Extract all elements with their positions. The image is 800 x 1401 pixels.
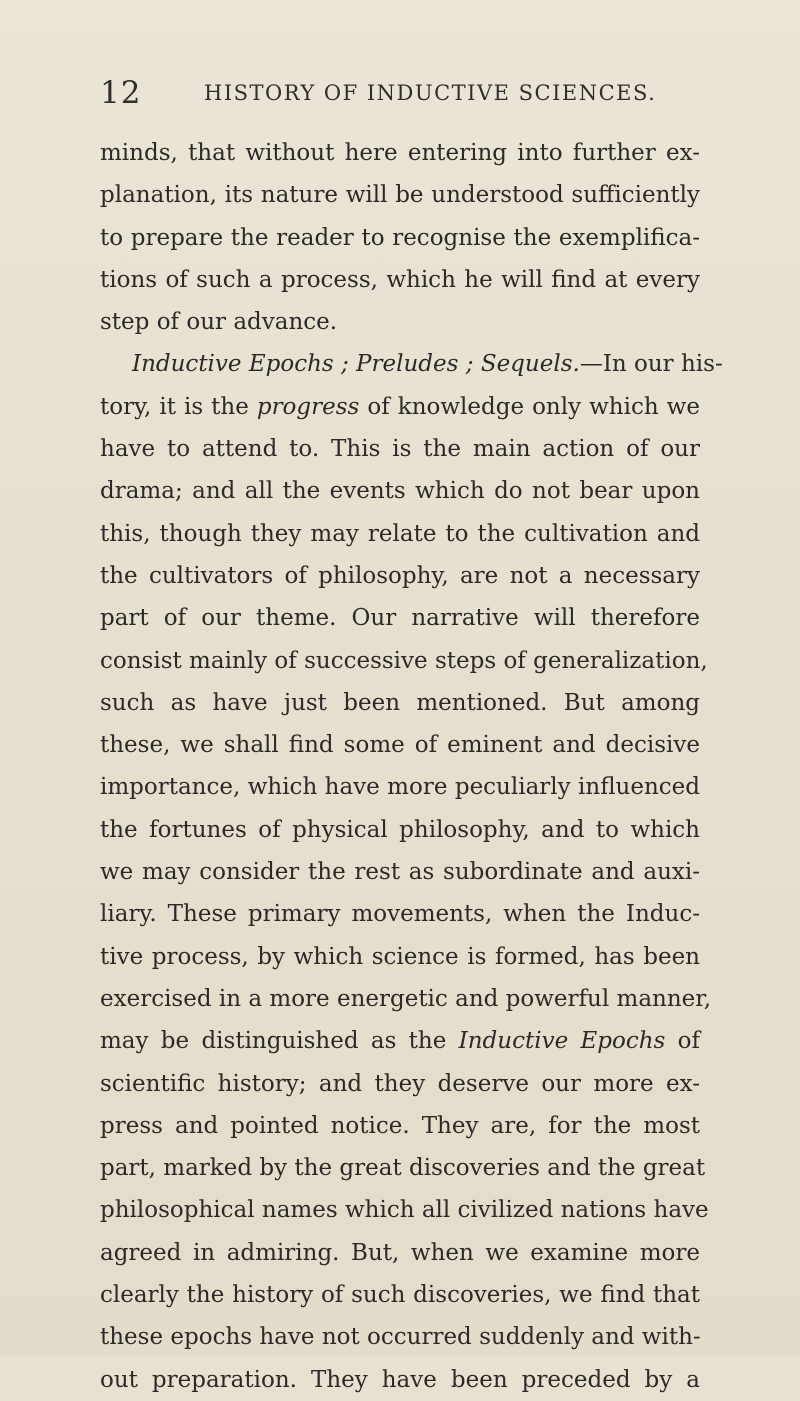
text-line: philosophical names which all civilized nations have	[100, 1197, 709, 1224]
line-text: —In our his-	[579, 351, 723, 378]
text-line: to prepare the reader to recognise the exemplifica-	[100, 224, 700, 251]
text-line: the fortunes of physical philosophy, and to which	[100, 816, 700, 843]
text-line: these epochs have not occurred suddenly and with-	[100, 1324, 701, 1351]
text-line: importance, which have more peculiarly influenced	[100, 774, 700, 801]
text-line: step of our advance.	[100, 309, 338, 336]
text-line-section-start	[100, 343, 723, 385]
text-line: part of our theme. Our narrative will therefore	[100, 605, 700, 632]
emphasis: progress	[256, 393, 360, 420]
text-line: liary. These primary movements, when the Induc-	[100, 901, 700, 928]
text-line: scientific history; and they deserve our more ex-	[100, 1070, 700, 1097]
text-line: have to attend to. This is the main action of our	[100, 436, 700, 463]
text-line: tive process, by which science is formed, has been	[100, 943, 700, 970]
text-line: the cultivators of philosophy, are not a necessary	[100, 562, 700, 589]
text-line: planation, its nature will be understood sufficiently	[100, 182, 700, 209]
text-line: drama; and all the events which do not bear upon	[100, 478, 700, 505]
text-line	[100, 1020, 700, 1062]
text-line: minds, that without here entering into further ex-	[100, 140, 700, 166]
body-text	[100, 132, 723, 1401]
text-line: we may consider the rest as subordinate and auxi-	[100, 859, 700, 886]
text-line: consist mainly of successive steps of generalization,	[100, 647, 708, 674]
text-line: these, we shall find some of eminent and decisive	[100, 732, 700, 759]
text-line: part, marked by the great discoveries and the great	[100, 1155, 706, 1182]
section-title: Inductive Epochs ; Preludes ; Sequels.	[132, 351, 580, 378]
line-text: of	[665, 1028, 700, 1055]
text-line	[100, 386, 700, 428]
text-line: exercised in a more energetic and powerful manner,	[100, 985, 712, 1012]
emphasis: Inductive Epochs	[458, 1028, 666, 1055]
text-line: press and pointed notice. They are, for the most	[100, 1112, 700, 1139]
text-line: out preparation. They have been preceded by a	[100, 1366, 700, 1393]
page-header	[100, 75, 700, 115]
line-text-pre: tory, it is the	[100, 393, 257, 420]
text-line: tions of such a process, which he will find at every	[100, 266, 700, 293]
running-title: HISTORY OF INDUCTIVE SCIENCES.	[204, 81, 657, 105]
text-line: this, though they may relate to the cultivation and	[100, 520, 700, 547]
page-number: 12	[100, 75, 142, 111]
line-text-pre: may be distinguished as the	[100, 1028, 459, 1055]
text-line: clearly the history of such discoveries, we find that	[100, 1282, 700, 1309]
text-line: such as have just been mentioned. But among	[100, 689, 700, 716]
line-text: of knowledge only which we	[359, 393, 700, 420]
text-line: agreed in admiring. But, when we examine more	[100, 1239, 700, 1266]
